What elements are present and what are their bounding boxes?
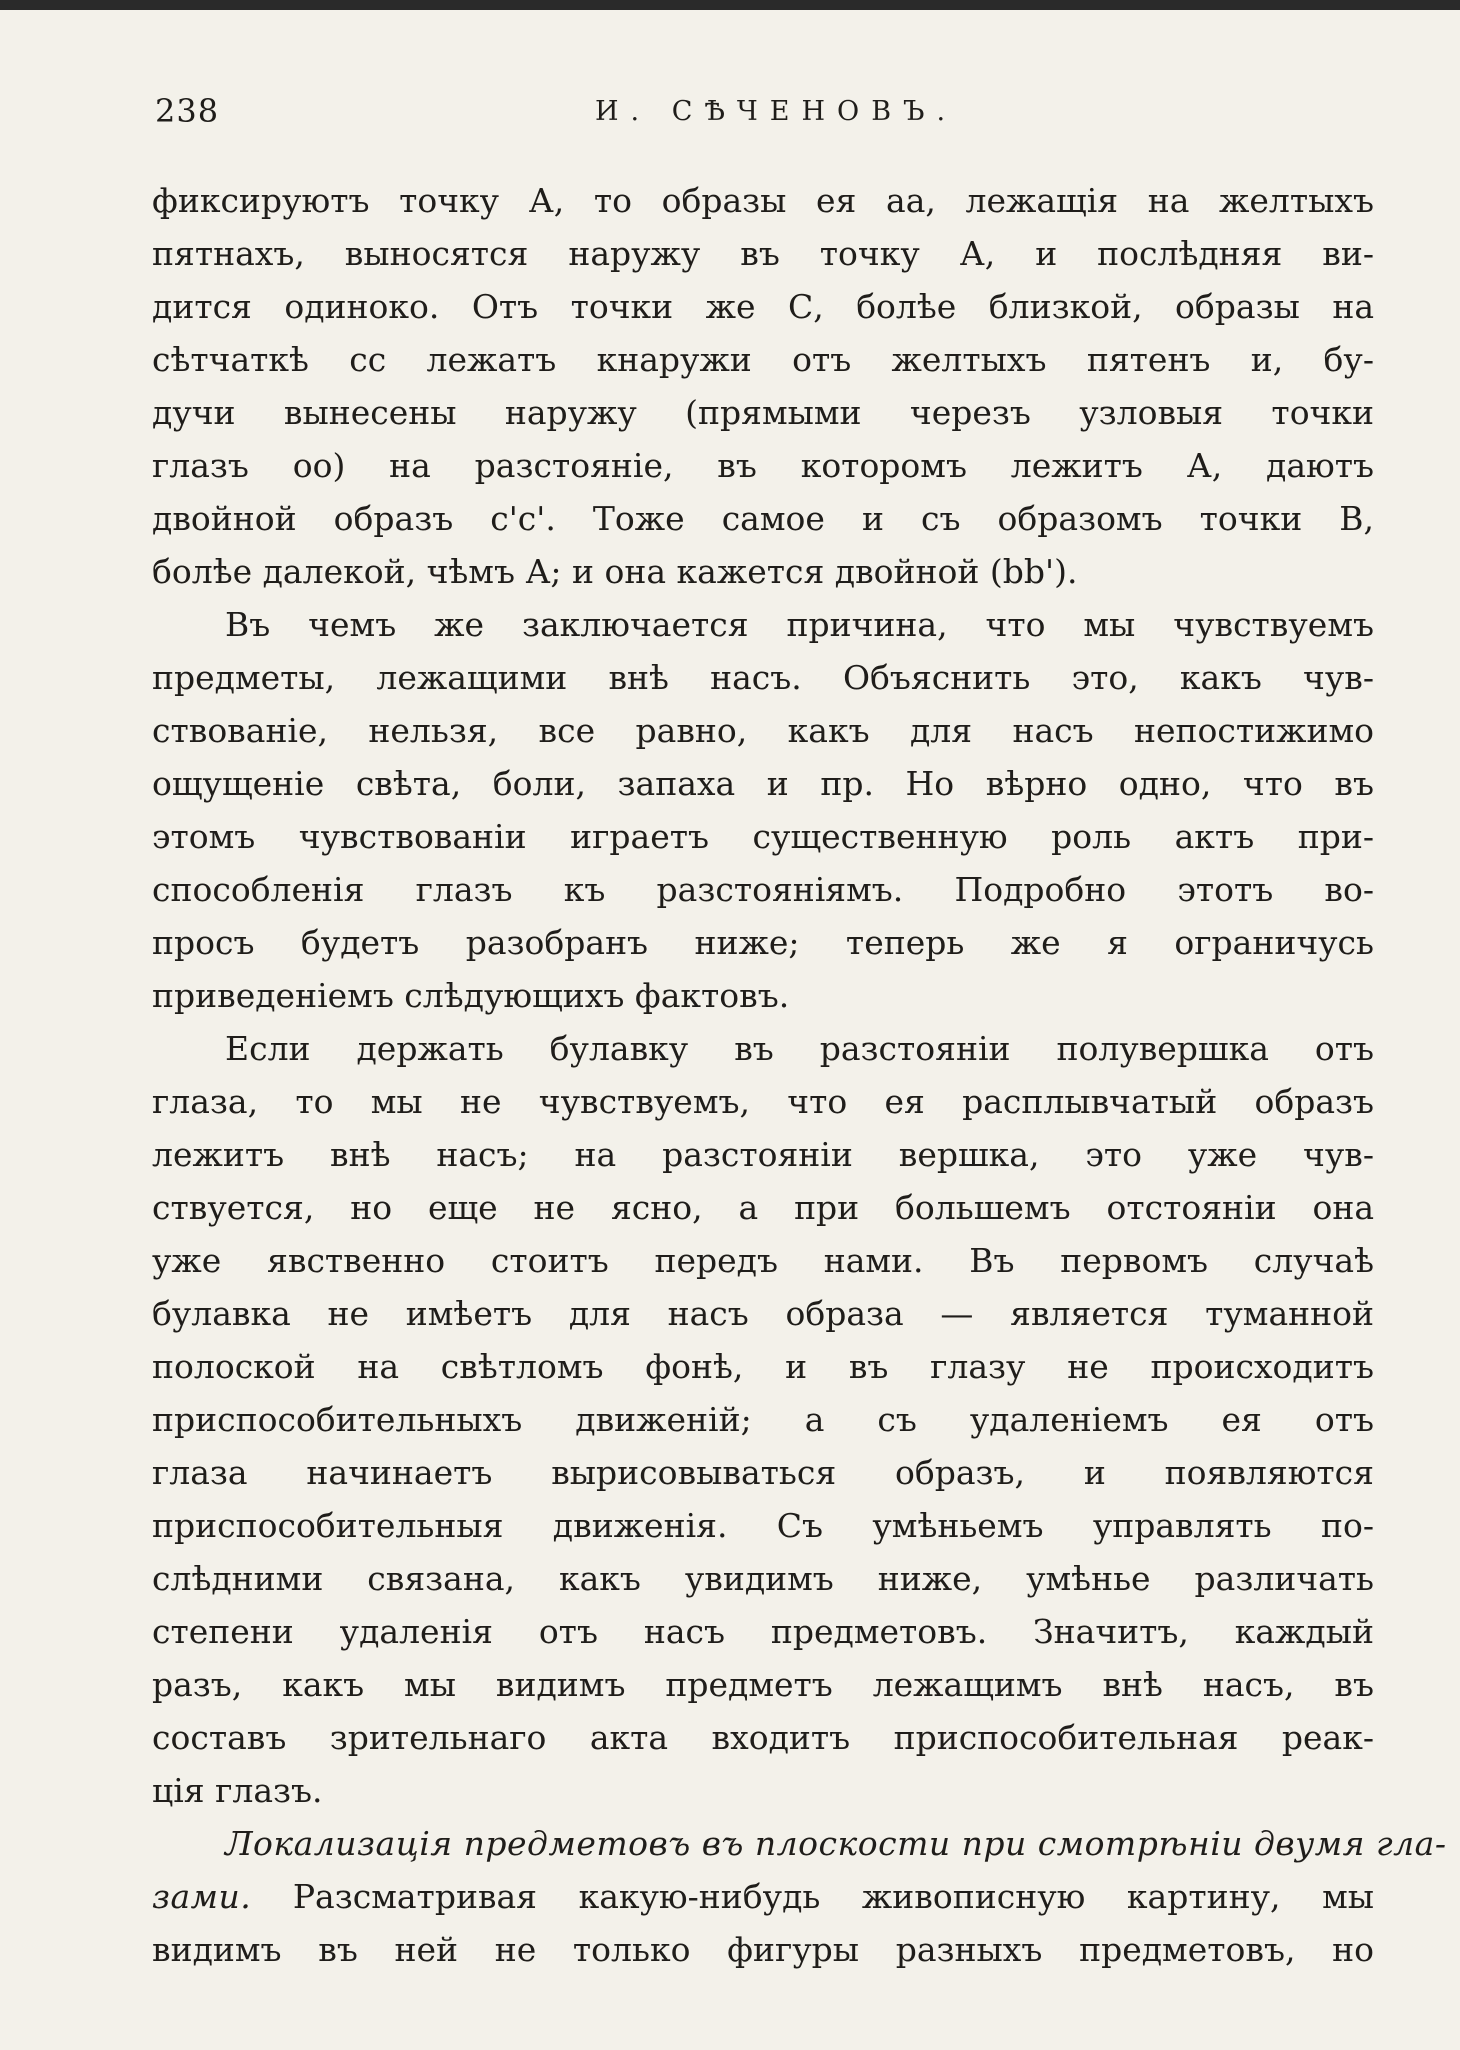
text-line: глазъ оо) на разстояніе, въ которомъ лежитъ А, даютъ	[152, 446, 1374, 485]
text-line: разъ, какъ мы видимъ предметъ лежащимъ внѣ насъ, въ	[152, 1665, 1374, 1704]
text-line: предметы, лежащими внѣ насъ. Объяснить это, какъ чув-	[152, 658, 1374, 697]
text-line-with-heading-end	[152, 1879, 1374, 1929]
text-fragment: Разсматривая какую-нибудь живописную картину, мы	[251, 1877, 1374, 1916]
text-line: болѣе далекой, чѣмъ А; и она кажется двойной (bb').	[152, 552, 1078, 591]
text-line: просъ будетъ разобранъ ниже; теперь же я ограничусь	[152, 923, 1374, 962]
text-line: приспособительныхъ движеній; а съ удаленіемъ ея отъ	[152, 1400, 1374, 1439]
text-line: ощущеніе свѣта, боли, запаха и пр. Но вѣрно одно, что въ	[152, 764, 1374, 803]
text-line: приспособительныя движенія. Съ умѣньемъ управлять по-	[152, 1506, 1374, 1545]
text-line: двойной образъ с'с'. Тоже самое и съ образомъ точки В,	[152, 499, 1374, 538]
text-line: ція глазъ.	[152, 1771, 323, 1810]
text-line: степени удаленія отъ насъ предметовъ. Значитъ, каждый	[152, 1612, 1374, 1651]
text-line: способленія глазъ къ разстояніямъ. Подробно этотъ во-	[152, 870, 1374, 909]
text-line: лежитъ внѣ насъ; на разстояніи вершка, это уже чув-	[152, 1135, 1374, 1174]
text-line: пятнахъ, выносятся наружу въ точку А, и послѣдняя ви-	[152, 234, 1374, 273]
text-line: видимъ въ ней не только фигуры разныхъ предметовъ, но	[152, 1930, 1374, 1969]
text-line: уже явственно стоитъ передъ нами. Въ первомъ случаѣ	[152, 1241, 1374, 1280]
text-line: фиксируютъ точку А, то образы ея аа, лежащія на желтыхъ	[152, 181, 1374, 220]
text-line: булавка не имѣетъ для насъ образа — является туманной	[152, 1294, 1374, 1333]
text-line: полоской на свѣтломъ фонѣ, и въ глазу не происходитъ	[152, 1347, 1374, 1386]
running-title: И. СѢЧЕНОВЪ.	[595, 96, 958, 127]
text-line: слѣдними связана, какъ увидимъ ниже, умѣнье различать	[152, 1559, 1374, 1598]
text-line: дучи вынесены наружу (прямыми черезъ узловыя точки	[152, 393, 1374, 432]
text-line: ствуется, но еще не ясно, а при большемъ отстояніи она	[152, 1188, 1374, 1227]
paragraph-first-line: Если держать булавку въ разстояніи полувершка отъ	[225, 1029, 1374, 1068]
text-line: глаза, то мы не чувствуемъ, что ея расплывчатый образъ	[152, 1082, 1374, 1121]
text-line: этомъ чувствованіи играетъ существенную роль актъ при-	[152, 817, 1374, 856]
text-line: ствованіе, нельзя, все равно, какъ для насъ непостижимо	[152, 711, 1374, 750]
paragraph-first-line: Въ чемъ же заключается причина, что мы чувствуемъ	[225, 605, 1374, 644]
page-number: 238	[155, 92, 220, 130]
text-line: сѣтчаткѣ сс лежатъ кнаружи отъ желтыхъ пятенъ и, бу-	[152, 340, 1374, 379]
page-header	[155, 92, 1370, 140]
text-line: приведеніемъ слѣдующихъ фактовъ.	[152, 976, 790, 1015]
text-line: глаза начинаетъ вырисовываться образъ, и появляются	[152, 1453, 1374, 1492]
text-line: дится одиноко. Отъ точки же С, болѣе близкой, образы на	[152, 287, 1374, 326]
section-heading-end: зами.	[152, 1877, 252, 1916]
section-heading-line: Локализація предметовъ въ плоскости при смотрѣніи двумя гла-	[225, 1824, 1447, 1863]
text-line: составъ зрительнаго акта входитъ приспособительная реак-	[152, 1718, 1374, 1757]
